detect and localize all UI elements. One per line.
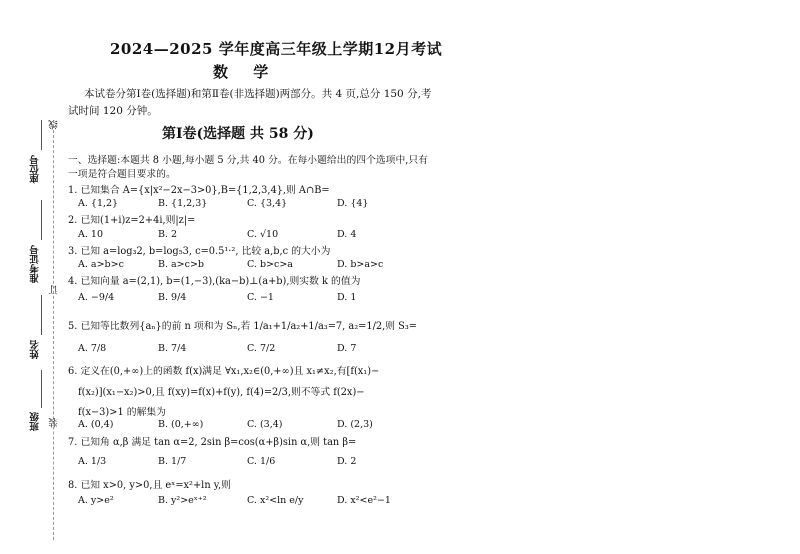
binding-label-xian: 线 bbox=[49, 120, 60, 130]
question-1-option-a: A. {1,2} bbox=[78, 198, 119, 209]
subject-title: 数 学 bbox=[213, 63, 279, 81]
question-8-option-d: D. x²<e²−1 bbox=[337, 495, 391, 506]
question-7-option-b: B. 1/7 bbox=[158, 456, 187, 467]
binding-label-ding: 订 bbox=[49, 285, 60, 295]
question-1-option-b: B. {1,2,3} bbox=[158, 198, 208, 209]
question-7-option-d: D. 2 bbox=[337, 456, 357, 467]
question-3-option-b: B. a>c>b bbox=[158, 259, 205, 270]
binding-dashed-line bbox=[53, 120, 54, 540]
question-8-option-c: C. x²<ln e/y bbox=[247, 495, 304, 506]
question-5-option-c: C. 7/2 bbox=[247, 343, 276, 354]
question-3-option-c: C. b>c>a bbox=[247, 259, 293, 270]
question-5-option-d: D. 7 bbox=[337, 343, 357, 354]
question-4-option-b: B. 9/4 bbox=[158, 292, 187, 303]
question-5-option-a: A. 7/8 bbox=[78, 343, 107, 354]
question-4-option-d: D. 1 bbox=[337, 292, 357, 303]
exam-title: 2024—2025 学年度高三年级上学期12月考试 bbox=[110, 40, 443, 58]
part-one-title: 第Ⅰ卷(选择题 共 58 分) bbox=[162, 126, 314, 142]
question-7-stem: 7. 已知角 α,β 满足 tan α=2, 2sin β=cos(α+β)sin α,则 tan β= bbox=[68, 437, 357, 448]
question-7-option-c: C. 1/6 bbox=[247, 456, 276, 467]
question-4-stem: 4. 已知向量 a=(2,1), b=(1,−3),(ka−b)⊥(a+b),则实数 k 的值为 bbox=[68, 276, 361, 287]
question-6-option-a: A. (0,4) bbox=[78, 419, 114, 430]
question-6-option-b: B. (0,+∞) bbox=[158, 419, 204, 430]
name-label: 姓名 bbox=[30, 340, 41, 359]
question-2-option-c: C. √10 bbox=[247, 229, 279, 240]
question-1-option-d: D. {4} bbox=[337, 198, 369, 209]
class-label: 班级 bbox=[30, 412, 41, 431]
section-one-line-2: 一项是符合题目要求的。 bbox=[68, 169, 176, 180]
class-blank bbox=[41, 370, 42, 408]
seat-number-label: 座位号 bbox=[30, 155, 41, 184]
question-6-stem-line-3: f(x−3)>1 的解集为 bbox=[78, 407, 166, 418]
name-blank bbox=[41, 295, 42, 335]
section-one-line-1: 一、选择题:本题共 8 小题,每小题 5 分,共 40 分。在每小题给出的四个选项中,只有 bbox=[68, 155, 428, 166]
question-2-option-b: B. 2 bbox=[158, 229, 178, 240]
question-8-option-a: A. y>e² bbox=[78, 495, 114, 506]
question-8-stem: 8. 已知 x>0, y>0,且 eˣ=x²+ln y,则 bbox=[68, 480, 231, 491]
question-1-stem: 1. 已知集合 A={x|x²−2x−3>0},B={1,2,3,4},则 A∩B= bbox=[68, 185, 330, 196]
question-5-option-b: B. 7/4 bbox=[158, 343, 187, 354]
question-4-option-a: A. −9/4 bbox=[78, 292, 115, 303]
question-7-option-a: A. 1/3 bbox=[78, 456, 107, 467]
question-5-stem: 5. 已知等比数列{aₙ}的前 n 项和为 Sₙ,若 1/a₁+1/a₂+1/a₃=7, a₂=1/2,则 S₃= bbox=[68, 321, 418, 332]
question-8-option-b: B. y²>eˣ⁺² bbox=[158, 495, 207, 506]
exam-number-label: 准考证号 bbox=[30, 245, 41, 283]
question-6-option-c: C. (3,4) bbox=[247, 419, 283, 430]
seat-number-blank bbox=[41, 120, 42, 150]
intro-line-1: 本试卷分第Ⅰ卷(选择题)和第Ⅱ卷(非选择题)两部分。共 4 页,总分 150 分,考 bbox=[84, 88, 432, 100]
question-2-stem: 2. 已知(1+i)z=2+4i,则|z|= bbox=[68, 215, 196, 226]
binding-label-zhuang: 装 bbox=[49, 418, 60, 428]
question-6-stem-line-2: f(x₂)](x₁−x₂)>0,且 f(xy)=f(x)+f(y), f(4)=2/3,则不等式 f(2x)− bbox=[78, 387, 365, 398]
intro-line-2: 试时间 120 分钟。 bbox=[68, 105, 158, 117]
question-6-stem-line-1: 6. 定义在(0,+∞)上的函数 f(x)满足 ∀x₁,x₂∈(0,+∞)且 x₁≠x₂,有[f(x₁)− bbox=[68, 366, 380, 377]
question-3-option-a: A. a>b>c bbox=[78, 259, 124, 270]
question-3-option-d: D. b>a>c bbox=[337, 259, 384, 270]
question-1-option-c: C. {3,4} bbox=[247, 198, 288, 209]
question-3-stem: 3. 已知 a=log₃2, b=log₅3, c=0.5¹·², 比较 a,b,c 的大小为 bbox=[68, 246, 331, 257]
question-2-option-d: D. 4 bbox=[337, 229, 357, 240]
question-2-option-a: A. 10 bbox=[78, 229, 103, 240]
exam-number-blank bbox=[41, 200, 42, 240]
question-4-option-c: C. −1 bbox=[247, 292, 274, 303]
question-6-option-d: D. (2,3) bbox=[337, 419, 373, 430]
